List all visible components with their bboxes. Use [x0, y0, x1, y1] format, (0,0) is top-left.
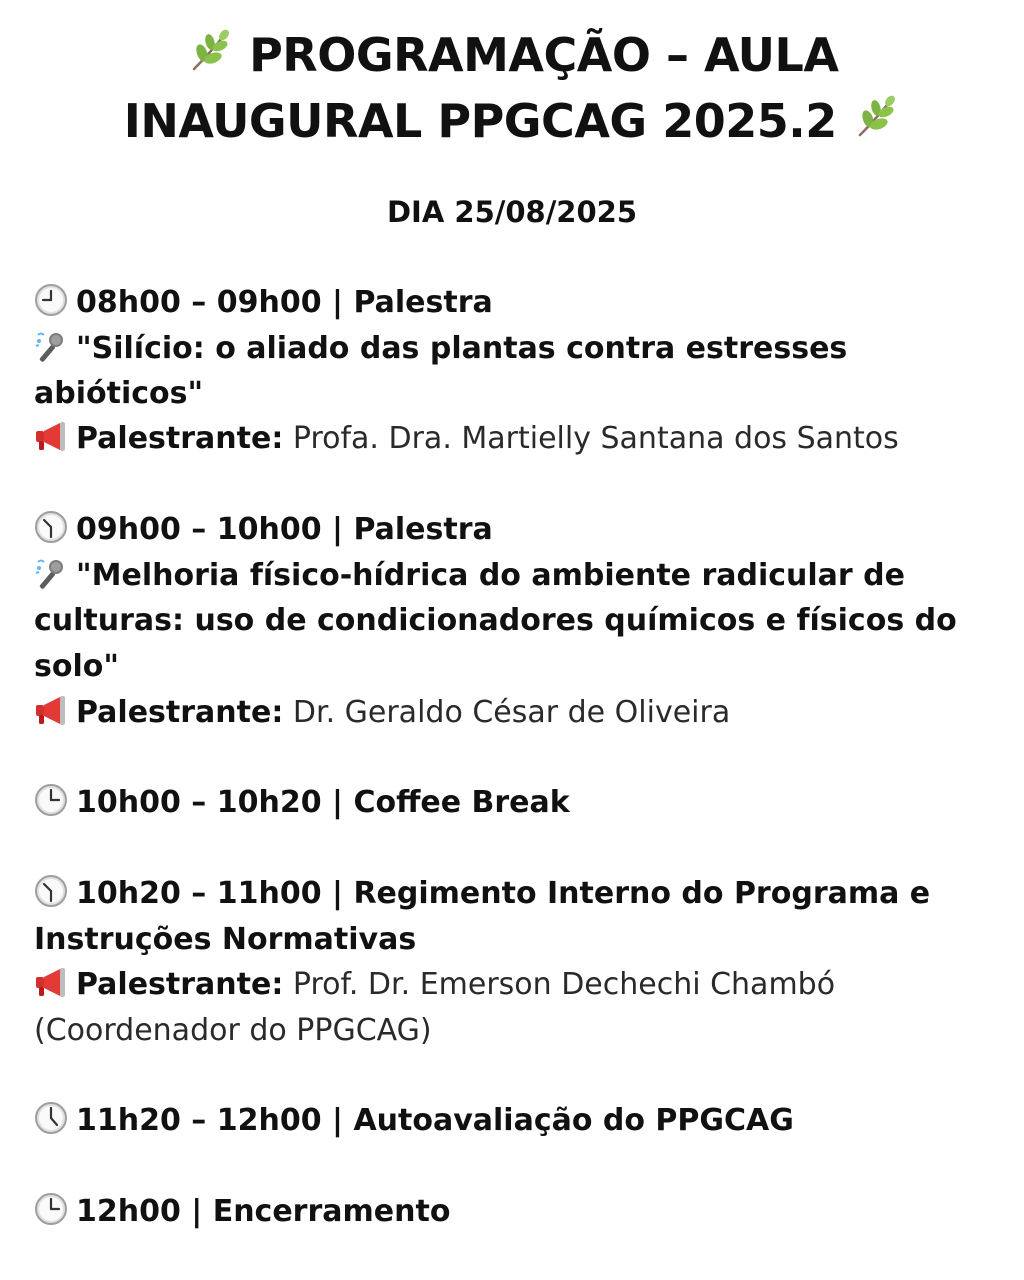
herb-icon: [852, 93, 900, 141]
microphone-icon: [34, 329, 68, 363]
schedule-topic-cont: culturas: uso de condicionadores químicos e físicos do: [34, 603, 957, 638]
megaphone-icon: [34, 693, 68, 727]
schedule-topic: "Silício: o aliado das plantas contra estresses: [34, 326, 994, 371]
schedule-speaker-note: (Coordenador do PPGCAG): [34, 1013, 432, 1048]
schedule-time: 09h00 – 10h00 | Palestra: [34, 507, 994, 552]
schedule-time: 12h00 | Encerramento: [34, 1189, 994, 1234]
schedule-time: 10h20 – 11h00 | Regimento Interno do Programa e: [34, 871, 994, 916]
schedule-speaker: Palestrante: Dr. Geraldo César de Oliveira: [34, 690, 994, 735]
schedule-topic-cont: abióticos": [34, 376, 204, 411]
schedule-topic: "Melhoria físico-hídrica do ambiente radicular de: [34, 553, 994, 598]
microphone-icon: [34, 556, 68, 590]
schedule-speaker: Palestrante: Profa. Dra. Martielly Santana dos Santos: [34, 416, 994, 461]
schedule-topic-cont: solo": [34, 649, 119, 684]
clock-icon: [34, 783, 68, 817]
schedule-speaker: Palestrante: Prof. Dr. Emerson Dechechi Chambó: [34, 962, 994, 1007]
schedule-time: 11h20 – 12h00 | Autoavaliação do PPGCAG: [34, 1098, 994, 1143]
clock-icon: [34, 510, 68, 544]
herb-icon: [186, 27, 234, 75]
clock-icon: [34, 1192, 68, 1226]
page-title: [60, 22, 964, 154]
clock-icon: [34, 874, 68, 908]
clock-icon: [34, 1101, 68, 1135]
title-line-1: PROGRAMAÇÃO – AULA: [60, 22, 964, 88]
megaphone-icon: [34, 965, 68, 999]
clock-icon: [34, 283, 68, 317]
schedule-time: 10h00 – 10h20 | Coffee Break: [34, 780, 994, 825]
event-date: DIA 25/08/2025: [386, 195, 637, 229]
schedule-time: 08h00 – 09h00 | Palestra: [34, 280, 994, 325]
title-line-2: INAUGURAL PPGCAG 2025.2: [60, 88, 964, 154]
schedule-time-cont: Instruções Normativas: [34, 922, 417, 957]
megaphone-icon: [34, 419, 68, 453]
